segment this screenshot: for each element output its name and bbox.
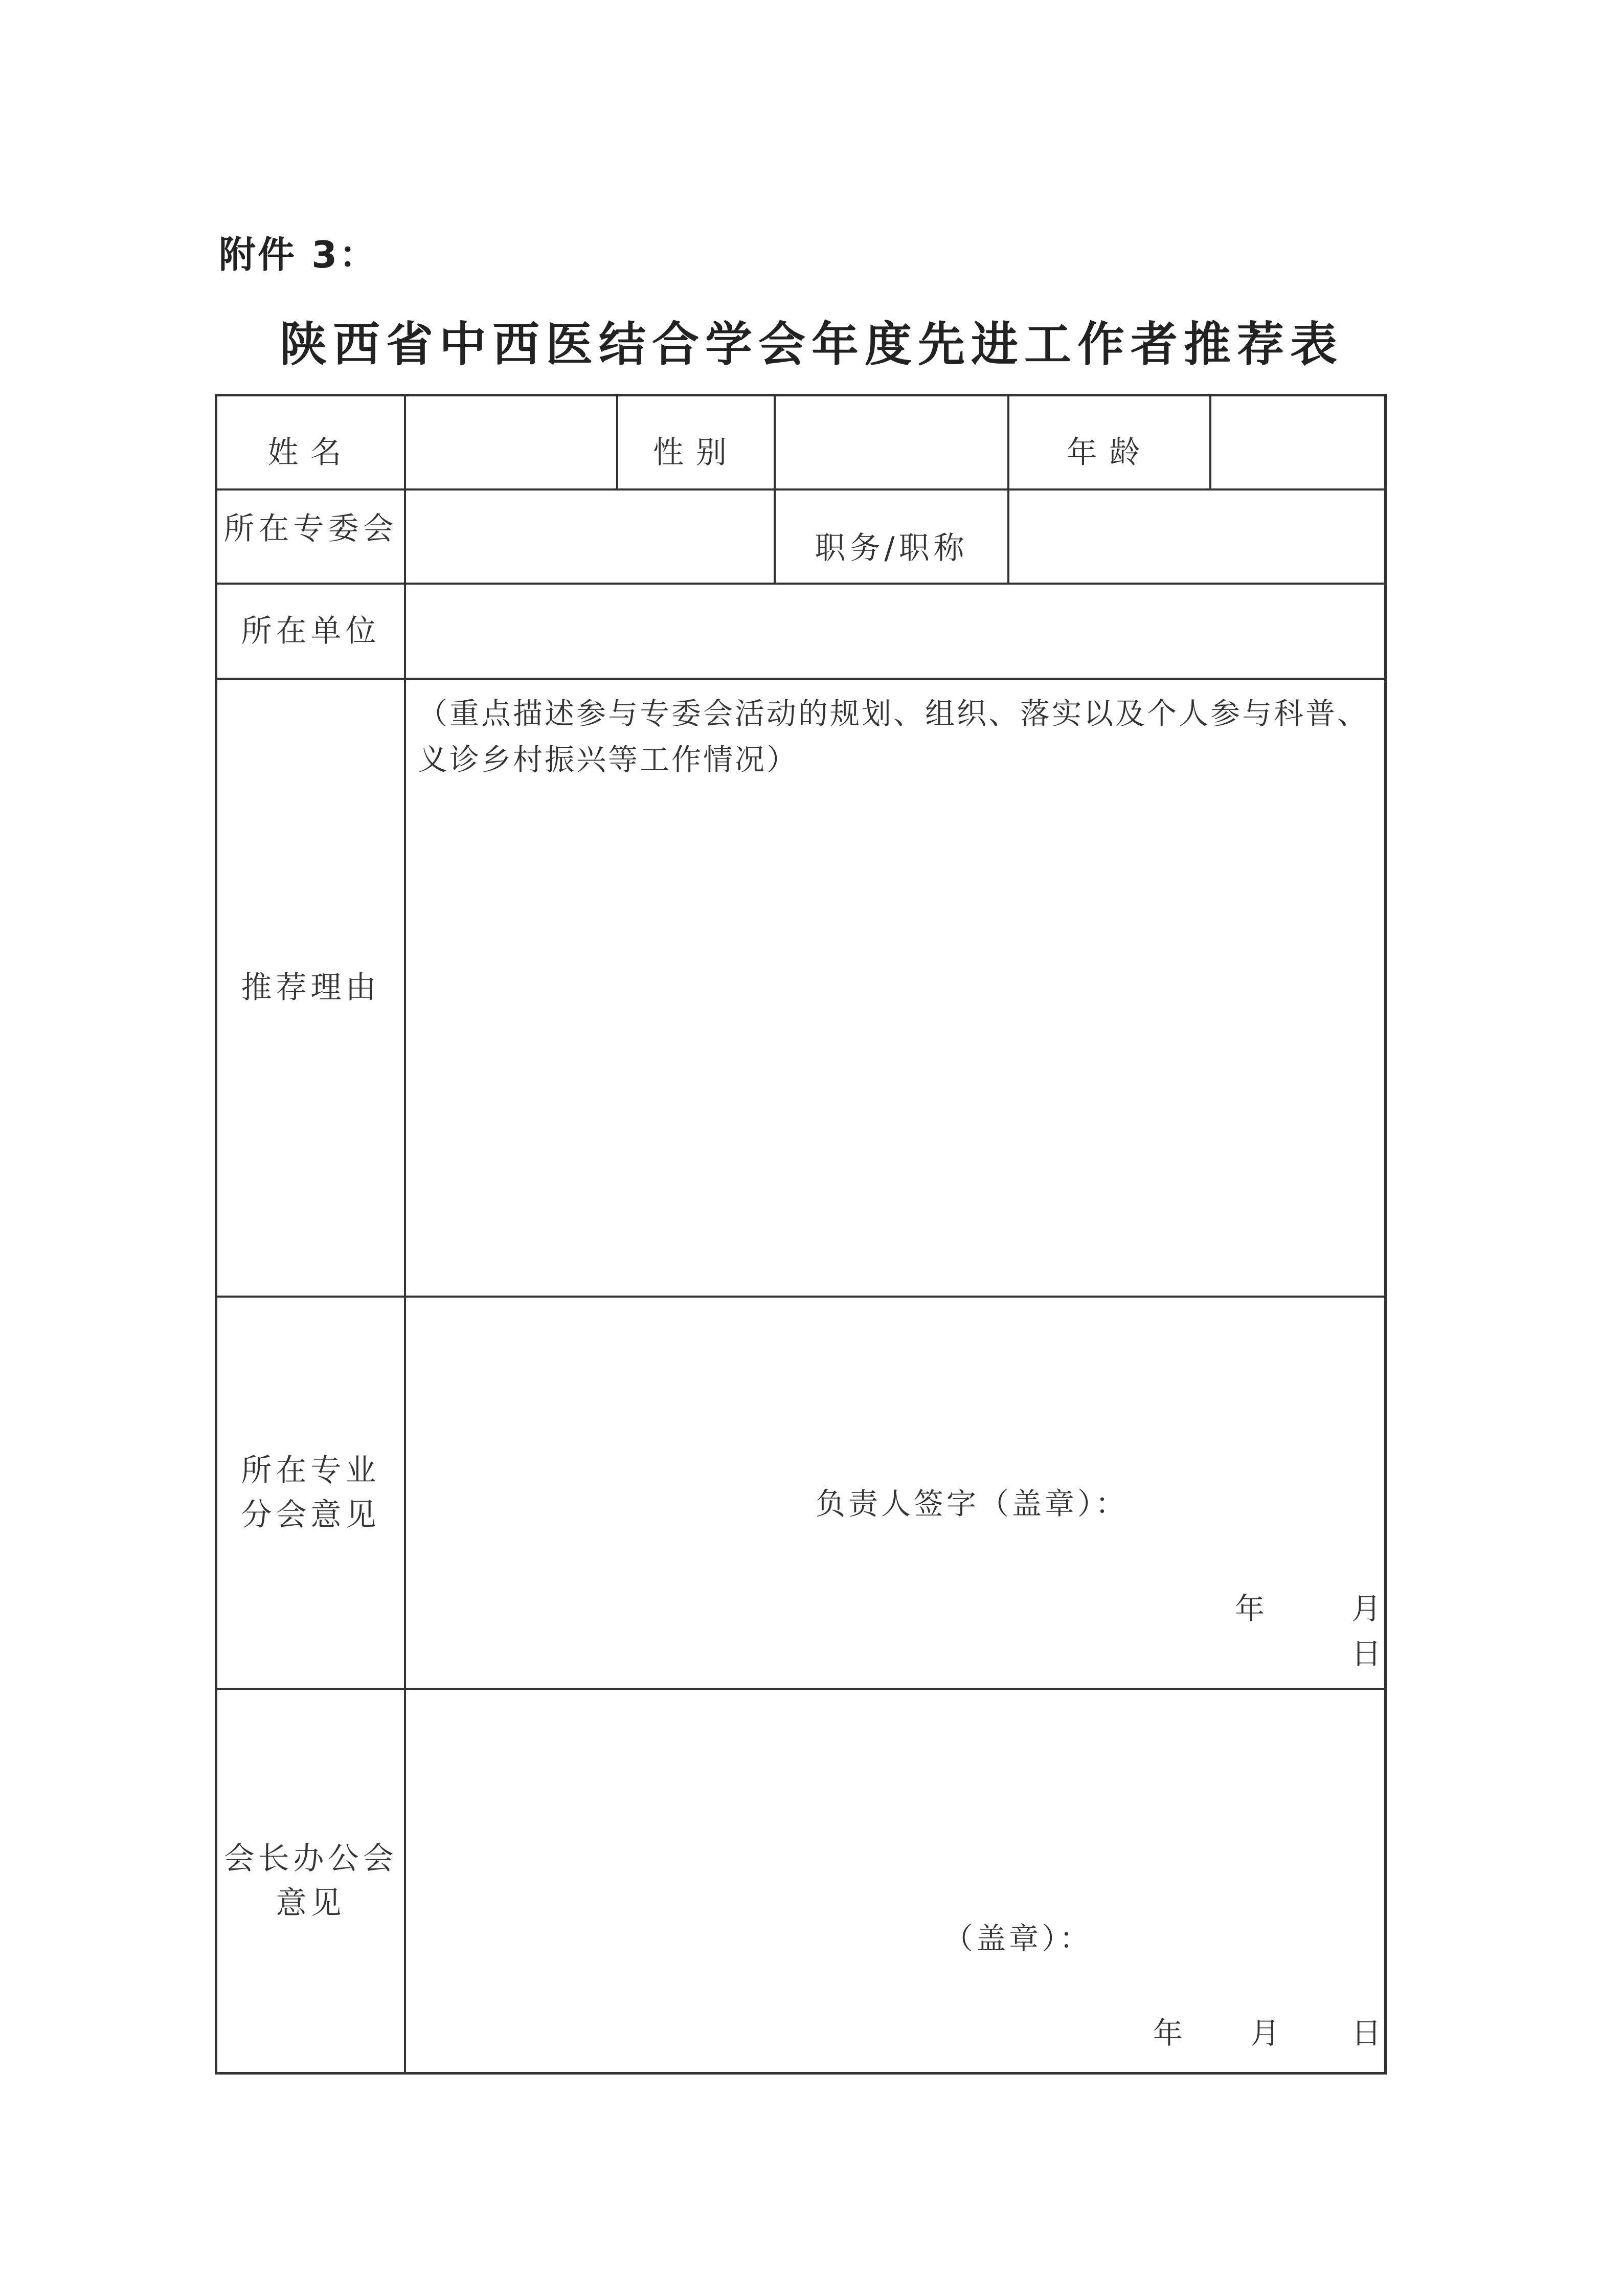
office-date-year: 年 [1153,2016,1186,2050]
office-opinion-label-line1: 会长办公会 [223,1840,398,1877]
branch-opinion-label-line2: 分会意见 [241,1497,380,1533]
office-date-day: 日 [1351,2016,1385,2050]
committee-label: 所在专委会 [223,510,398,547]
reason-hint-line1: （重点描述参与专委会活动的规划、组织、落实以及个人参与科普、 [418,696,1369,731]
office-opinion-label-line2: 意见 [276,1885,346,1921]
branch-opinion-label [217,1298,404,1688]
office-date-month: 月 [1250,2016,1283,2050]
form-title: 陕西省中西医结合学会年度先进工作者推荐表 [279,317,1343,372]
attachment-label: 附件 3： [219,233,378,276]
gender-label: 性别 [653,434,739,471]
age-label: 年龄 [1066,434,1153,471]
branch-date-year: 年 [1235,1591,1268,1626]
age-field[interactable] [1211,396,1384,488]
branch-date-day: 日 [1351,1636,1385,1671]
name-label: 姓名 [267,434,354,471]
reason-label: 推荐理由 [241,969,380,1006]
position-label: 职务/职称 [815,530,968,566]
unit-label: 所在单位 [241,613,380,649]
committee-field[interactable] [406,491,774,583]
branch-date-month: 月 [1351,1591,1385,1626]
office-opinion-label [217,1690,404,2072]
branch-opinion-label-line1: 所在专业 [241,1452,380,1488]
reason-field[interactable] [406,785,1384,1296]
gender-field[interactable] [776,396,1007,488]
position-field[interactable] [1009,491,1384,583]
branch-signature-label: 负责人签字（盖章）： [816,1486,1129,1521]
office-seal-label: （盖章）： [943,1921,1093,1956]
name-field[interactable] [406,396,616,488]
recommendation-form-table [215,394,1387,2075]
unit-field[interactable] [406,585,1384,678]
reason-hint-line2: 义诊乡村振兴等工作情况） [418,742,799,777]
